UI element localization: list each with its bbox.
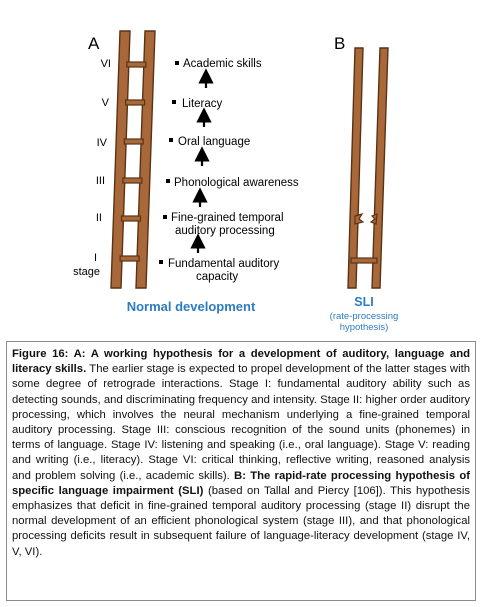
ladder-a-rung <box>127 62 146 67</box>
stage-label-i: I <box>93 252 97 264</box>
bullet-icon <box>166 179 170 183</box>
skill-fine-grained-line2: auditory processing <box>175 225 275 237</box>
bullet-icon <box>169 138 173 142</box>
stage-label-iv: IV <box>96 137 107 149</box>
skill-fundamental-line2: capacity <box>196 271 239 283</box>
skill-academic: Academic skills <box>183 58 262 70</box>
skill-literacy: Literacy <box>182 98 223 110</box>
ladder-a-rung <box>123 178 142 183</box>
panel-b-subtitle-line2: hypothesis) <box>339 322 389 333</box>
ladder-a-rung <box>120 256 139 261</box>
panel-b-letter: B <box>334 34 346 53</box>
ladder-b <box>348 48 388 288</box>
panel-b-subtitle-line1: (rate-processing <box>329 311 399 322</box>
stage-label-vi: VI <box>100 58 111 70</box>
stage-labels <box>73 58 111 278</box>
ladder-b-right-rail <box>372 48 388 288</box>
skill-oral-language: Oral language <box>178 136 251 148</box>
stage-label-v: V <box>101 97 109 109</box>
ladder-b-left-rail <box>348 48 363 288</box>
panel-a-letter: A <box>88 34 100 53</box>
panel-b-title: SLI <box>354 295 374 309</box>
ladder-a-rung <box>122 216 141 221</box>
bullet-icon <box>175 61 179 65</box>
caption-body-a: The earlier stage is expected to propel development of the latter stages with some degree of retrograde interactions. Stage I: fundamental auditory ability such as detecting sounds, and discriminating frequency and intensity. Stage II: higher order auditory processing, which involves the neural mechanism underlying a fine-grained temporal auditory processing. Stage III: conscious recognition of the sound units (phonemes) in terms of language. Stage IV: listening and speaking (i.e., oral language). Stage V: reading and writing (i.e., literacy). Stage VI: critical thinking, reflective writing, reasoned analysis and problem solving (i.e., academic skills). <box>12 363 470 482</box>
ladder-a-rung <box>126 100 145 105</box>
stage-word: stage <box>73 266 100 278</box>
ladder-a <box>111 31 155 288</box>
ladder-a-rung <box>124 139 143 144</box>
ladder-a-right-rail <box>136 31 155 288</box>
figure-caption <box>6 341 476 601</box>
bullet-icon <box>163 215 167 219</box>
bullet-icon <box>159 260 163 264</box>
ladder-a-left-rail <box>111 31 130 288</box>
skill-phonological: Phonological awareness <box>174 177 299 189</box>
caption-heading-a: Figure 16: A: A working hypothesis for a development of auditory, language and literacy skills. <box>12 348 470 376</box>
skill-fundamental-line1: Fundamental auditory <box>168 258 280 270</box>
caption-body-b: (based on Tallal and Piercy [106]). This hypothesis emphasizes that deficit in fine-grained temporal auditory processing (stage II) disrupt the normal development of an efficient phonological system (stage III), and that phonological processing deficits result in subsequent failure of language-literacy development (stage IV, V, VI). <box>12 484 470 558</box>
stage-label-iii: III <box>95 175 105 187</box>
ladder-b-bottom-rung <box>351 258 377 263</box>
bullet-icon <box>172 100 176 104</box>
skill-labels <box>159 58 299 283</box>
panel-a-title: Normal development <box>126 299 256 314</box>
caption-heading-b: B: The rapid-rate processing hypothesis of specific language impairment (SLI) <box>12 469 470 497</box>
broken-rung-left <box>355 214 363 224</box>
stage-label-ii: II <box>95 212 102 224</box>
skill-fine-grained-line1: Fine-grained temporal <box>171 212 284 224</box>
